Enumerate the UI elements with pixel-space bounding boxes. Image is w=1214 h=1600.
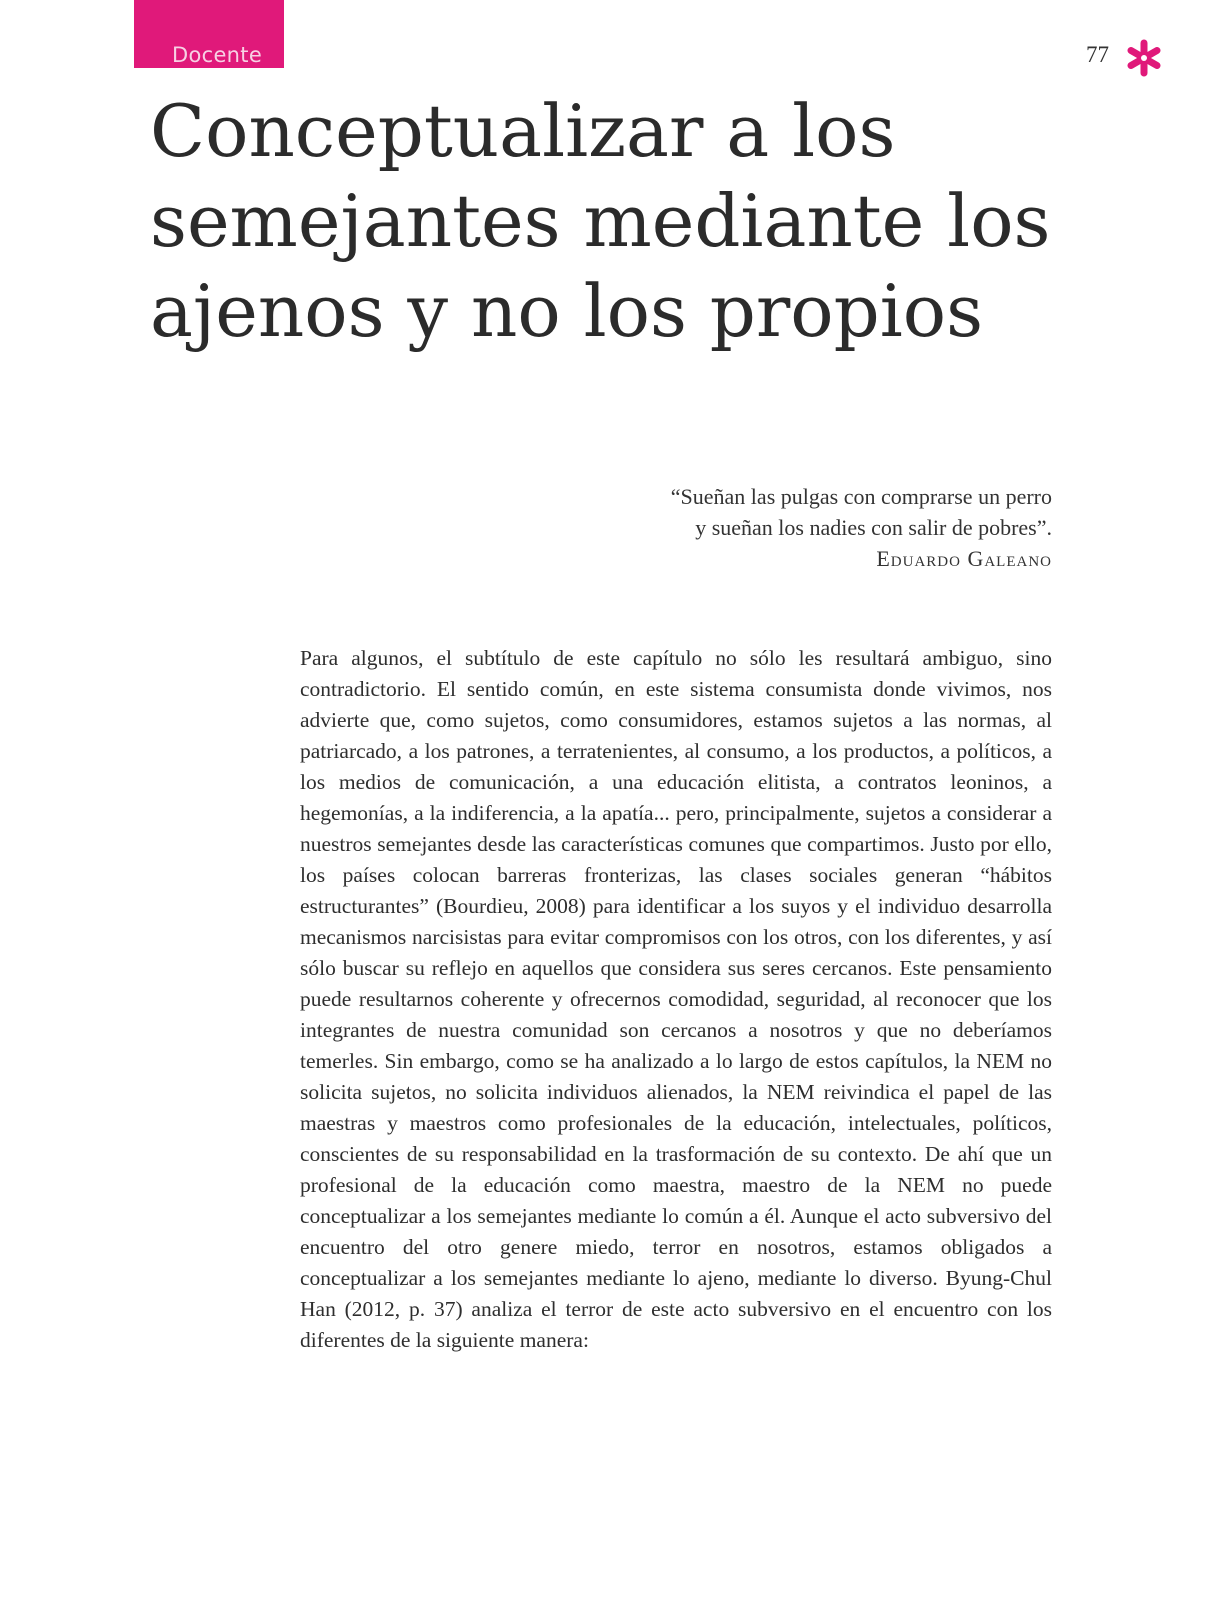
- epigraph-line-1: “Sueñan las pulgas con comprarse un perro: [670, 484, 1052, 509]
- page-number: 77: [1086, 42, 1109, 67]
- epigraph-line-2: y sueñan los nadies con salir de pobres”.: [695, 515, 1052, 540]
- epigraph-author: Eduardo Galeano: [876, 546, 1052, 571]
- section-tab: [134, 0, 284, 68]
- asterisk-icon: [1124, 38, 1164, 78]
- section-label: Docente: [172, 43, 263, 67]
- body-paragraph: Para algunos, el subtítulo de este capítulo no sólo les resultará ambiguo, sino contradictorio. El sentido común, en este sistema consumista donde vivimos, nos advierte que, como sujetos, como consumidores, estamos sujetos a las normas, al patriarcado, a los patrones, a terratenientes, al consumo, a los productos, a políticos, a los medios de comunicación, a una educación elitista, a contratos leoninos, a hegemonías, a la indiferencia, a la apatía... pero, principalmente, sujetos a considerar a nuestros semejantes desde las características comunes que compartimos. Justo por ello, los países colocan barreras fronterizas, las clases sociales generan “hábitos estructurantes” (Bourdieu, 2008) para identificar a los suyos y el individuo desarrolla mecanismos narcisistas para evitar compromisos con los otros, con los diferentes, y así sólo buscar su reflejo en aquellos que considera sus seres cercanos. Este pensamiento puede resultarnos coherente y ofrecernos comodidad, seguridad, al reconocer que los integrantes de nuestra comunidad son cercanos a nosotros y que no deberíamos temerles. Sin embargo, como se ha analizado a lo largo de estos capítulos, la NEM no solicita sujetos, no solicita individuos alienados, la NEM reivindica el papel de las maestras y maestros como profesionales de la educación, intelectuales, políticos, conscientes de su responsabilidad en la trasformación de su contexto. De ahí que un profesional de la educación como maestra, maestro de la NEM no puede conceptualizar a los semejantes mediante lo común a él. Aunque el acto subversivo del encuentro del otro genere miedo, terror en nosotros, estamos obligados a conceptualizar a los semejantes mediante lo ajeno, mediante lo diverso. Byung-Chul Han (2012, p. 37) analiza el terror de este acto subversivo en el encuentro con los diferentes de la siguiente manera:: [300, 646, 1052, 1352]
- epigraph: [560, 481, 1052, 574]
- chapter-title: Conceptualizar a los semejantes mediante los ajenos y no los propios: [150, 89, 1051, 353]
